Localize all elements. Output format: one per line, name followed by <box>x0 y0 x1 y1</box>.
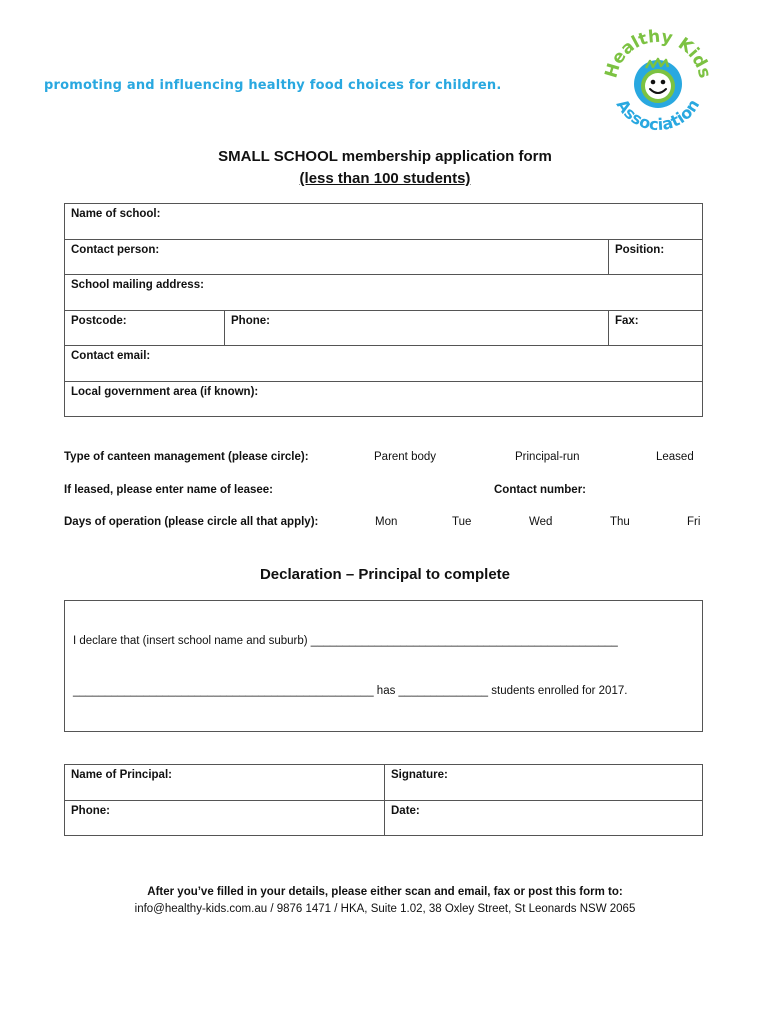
declaration-box[interactable] <box>64 600 703 732</box>
date-field[interactable] <box>385 800 703 836</box>
fax-label: Fax: <box>614 314 639 327</box>
day-mon[interactable]: Mon <box>375 516 398 528</box>
form-subtitle: (less than 100 students) <box>299 170 471 187</box>
leasee-label: If leased, please enter name of leasee: <box>64 484 274 496</box>
phone-field[interactable] <box>225 310 609 346</box>
footer-instructions: After you’ve filled in your details, please either scan and email, fax or post this form to: <box>147 886 623 898</box>
option-principal-run[interactable]: Principal-run <box>515 451 580 463</box>
phone-label: Phone: <box>231 314 270 327</box>
principal-phone-field[interactable] <box>65 800 385 836</box>
day-fri[interactable]: Fri <box>687 516 701 528</box>
form-title: SMALL SCHOOL membership application form <box>218 148 552 165</box>
contact-number-label: Contact number: <box>494 484 586 496</box>
principal-phone-label: Phone: <box>71 804 110 817</box>
signature-field[interactable] <box>385 765 703 801</box>
declaration-heading: Declaration – Principal to complete <box>259 566 511 583</box>
mailing-address-field[interactable] <box>65 275 703 311</box>
name-of-school-label: Name of school: <box>71 208 161 220</box>
option-parent-body[interactable]: Parent body <box>374 451 437 463</box>
mailing-address-label: School mailing address: <box>71 279 204 291</box>
svg-text:Association: Association <box>612 95 704 135</box>
footer-contact-details: info@healthy-kids.com.au / 9876 1471 / HKA, Suite 1.02, 38 Oxley Street, St Leonards NSW 2065 <box>134 903 636 915</box>
smiley-face-icon <box>598 22 718 142</box>
school-details-table <box>64 203 703 417</box>
option-leased[interactable]: Leased <box>656 451 694 463</box>
postcode-label: Postcode: <box>71 314 127 327</box>
contact-person-field[interactable] <box>65 239 609 275</box>
contact-email-label: Contact email: <box>71 350 151 362</box>
fax-field[interactable] <box>608 310 702 346</box>
declaration-line-1: I declare that (insert school name and suburb) ________________________________________________ <box>73 635 618 647</box>
day-wed[interactable]: Wed <box>529 516 553 528</box>
svg-text:Healthy Kids: Healthy Kids <box>601 26 715 81</box>
date-label: Date: <box>391 804 420 817</box>
position-label: Position: <box>614 243 665 256</box>
signature-label: Signature: <box>391 769 448 781</box>
position-field[interactable] <box>608 239 702 275</box>
tagline: promoting and influencing healthy food choices for children. <box>44 78 502 93</box>
declaration-line-2: _______________________________________________ has ______________ students enrolled for 2017. <box>73 685 628 697</box>
contact-email-field[interactable] <box>65 346 703 382</box>
days-of-operation-label: Days of operation (please circle all that apply): <box>64 516 319 528</box>
contact-person-label: Contact person: <box>71 243 160 256</box>
local-government-label: Local government area (if known): <box>71 385 259 398</box>
day-thu[interactable]: Thu <box>610 516 630 528</box>
day-tue[interactable]: Tue <box>452 516 472 528</box>
healthy-kids-logo <box>598 22 718 142</box>
name-of-school-field[interactable] <box>65 204 703 240</box>
canteen-management-label: Type of canteen management (please circle): <box>64 451 309 463</box>
postcode-field[interactable] <box>65 310 225 346</box>
local-government-field[interactable] <box>65 381 703 417</box>
principal-name-label: Name of Principal: <box>71 769 172 781</box>
principal-table <box>64 764 703 836</box>
principal-name-field[interactable] <box>65 765 385 801</box>
